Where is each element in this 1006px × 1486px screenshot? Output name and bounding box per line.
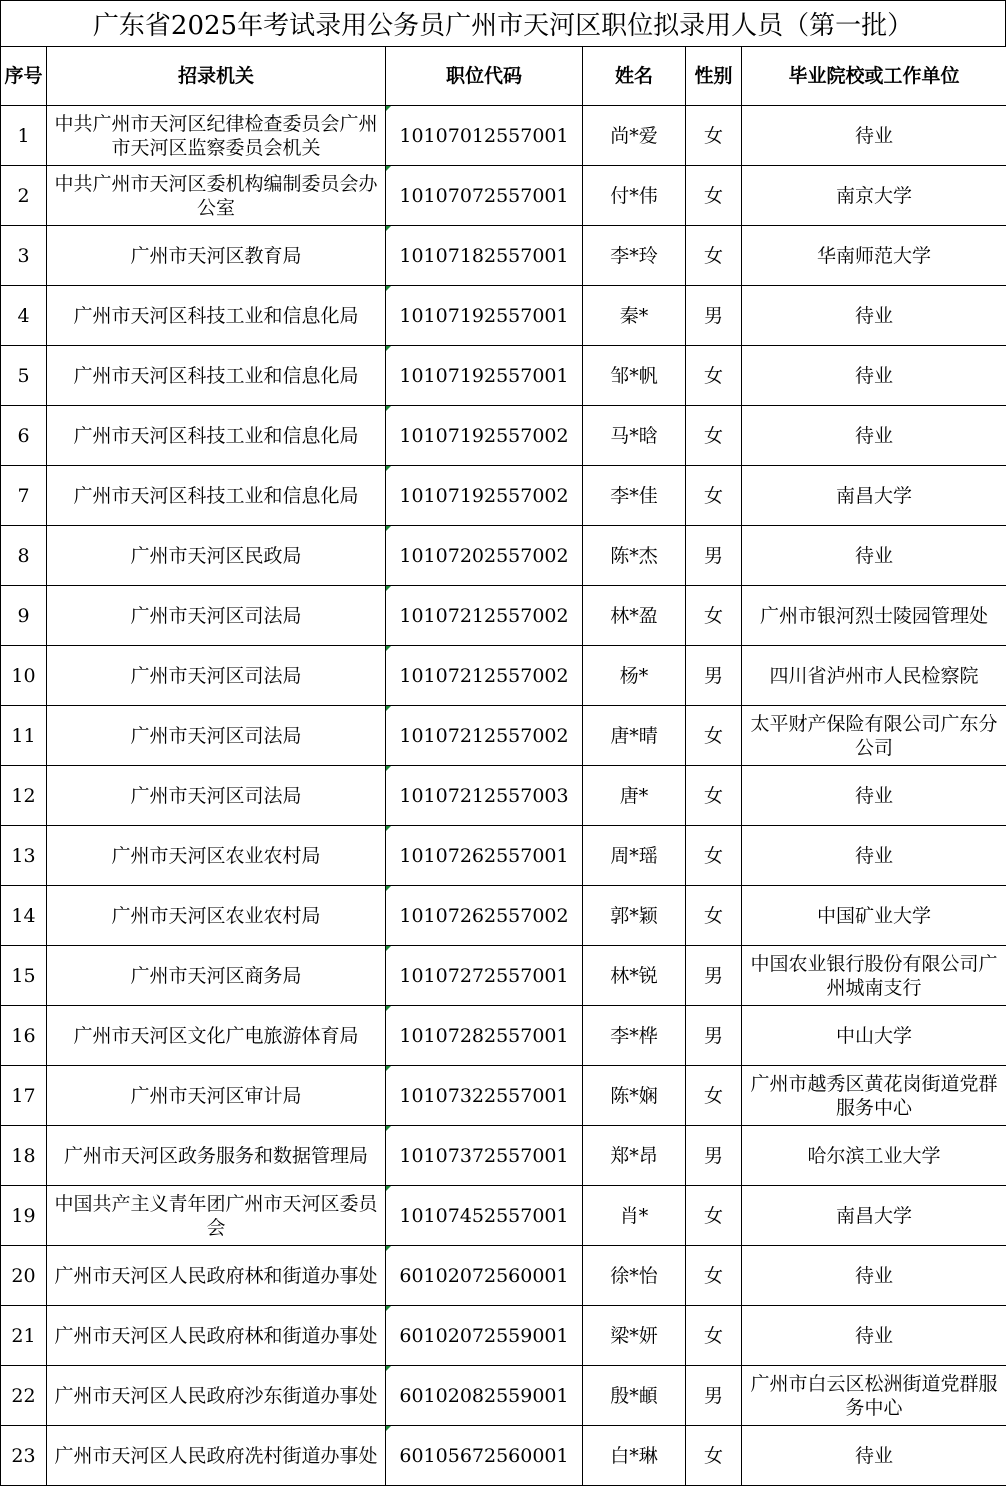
table-row: [1, 406, 1006, 466]
cell-gender: 女: [686, 346, 742, 406]
cell-gender: 男: [686, 946, 742, 1006]
cell-school: 南京大学: [742, 166, 1006, 226]
cell-code: 60102072560001: [386, 1246, 583, 1306]
cell-seq: 19: [1, 1186, 47, 1246]
table-row: [1, 646, 1006, 706]
cell-gender: 男: [686, 286, 742, 346]
cell-school: 华南师范大学: [742, 226, 1006, 286]
cell-seq: 21: [1, 1306, 47, 1366]
cell-school: 四川省泸州市人民检察院: [742, 646, 1006, 706]
header-org: 招录机关: [47, 47, 386, 106]
cell-seq: 16: [1, 1006, 47, 1066]
cell-gender: 女: [686, 586, 742, 646]
cell-name: 郭*颖: [583, 886, 686, 946]
cell-school: 南昌大学: [742, 1186, 1006, 1246]
cell-gender: 女: [686, 886, 742, 946]
cell-org: 广州市天河区商务局: [47, 946, 386, 1006]
cell-seq: 2: [1, 166, 47, 226]
cell-seq: 1: [1, 106, 47, 166]
cell-school: 待业: [742, 346, 1006, 406]
cell-seq: 9: [1, 586, 47, 646]
cell-code: 10107262557001: [386, 826, 583, 886]
cell-seq: 23: [1, 1426, 47, 1486]
table-row: [1, 286, 1006, 346]
cell-code: 60102082559001: [386, 1366, 583, 1426]
cell-code: 10107192557002: [386, 466, 583, 526]
table-row: [1, 1006, 1006, 1066]
cell-gender: 女: [686, 706, 742, 766]
table-row: [1, 1246, 1006, 1306]
cell-org: 广州市天河区审计局: [47, 1066, 386, 1126]
cell-code: 10107192557001: [386, 346, 583, 406]
cell-code: 10107012557001: [386, 106, 583, 166]
cell-gender: 女: [686, 106, 742, 166]
cell-school: 待业: [742, 826, 1006, 886]
page-title: 广东省2025年考试录用公务员广州市天河区职位拟录用人员（第一批）: [0, 0, 1006, 46]
table-row: [1, 526, 1006, 586]
cell-school: 待业: [742, 1306, 1006, 1366]
table-row: [1, 706, 1006, 766]
cell-org: 广州市天河区司法局: [47, 586, 386, 646]
cell-code: 10107192557002: [386, 406, 583, 466]
table-row: [1, 886, 1006, 946]
cell-school: 广州市越秀区黄花岗街道党群服务中心: [742, 1066, 1006, 1126]
cell-name: 梁*妍: [583, 1306, 686, 1366]
cell-name: 李*玲: [583, 226, 686, 286]
header-name: 姓名: [583, 47, 686, 106]
cell-code: 60102072559001: [386, 1306, 583, 1366]
cell-school: 待业: [742, 1246, 1006, 1306]
cell-org: 广州市天河区科技工业和信息化局: [47, 466, 386, 526]
header-code: 职位代码: [386, 47, 583, 106]
cell-name: 邹*帆: [583, 346, 686, 406]
cell-school: 待业: [742, 526, 1006, 586]
cell-code: 10107072557001: [386, 166, 583, 226]
cell-org: 广州市天河区科技工业和信息化局: [47, 346, 386, 406]
cell-code: 10107262557002: [386, 886, 583, 946]
cell-code: 10107282557001: [386, 1006, 583, 1066]
table-row: [1, 1066, 1006, 1126]
cell-org: 中共广州市天河区纪律检查委员会广州市天河区监察委员会机关: [47, 106, 386, 166]
cell-seq: 22: [1, 1366, 47, 1426]
cell-gender: 女: [686, 766, 742, 826]
table-row: [1, 226, 1006, 286]
header-gender: 性别: [686, 47, 742, 106]
cell-org: 广州市天河区司法局: [47, 706, 386, 766]
cell-org: 广州市天河区人民政府冼村街道办事处: [47, 1426, 386, 1486]
cell-seq: 7: [1, 466, 47, 526]
cell-seq: 10: [1, 646, 47, 706]
cell-name: 李*佳: [583, 466, 686, 526]
cell-code: 10107212557002: [386, 586, 583, 646]
cell-org: 广州市天河区科技工业和信息化局: [47, 406, 386, 466]
cell-code: 10107182557001: [386, 226, 583, 286]
cell-org: 广州市天河区人民政府林和街道办事处: [47, 1246, 386, 1306]
table-row: [1, 1426, 1006, 1486]
cell-name: 杨*: [583, 646, 686, 706]
cell-school: 中山大学: [742, 1006, 1006, 1066]
cell-name: 尚*爱: [583, 106, 686, 166]
cell-school: 广州市银河烈士陵园管理处: [742, 586, 1006, 646]
cell-code: 10107192557001: [386, 286, 583, 346]
recruitment-table: [0, 46, 1006, 1486]
cell-name: 郑*昂: [583, 1126, 686, 1186]
cell-seq: 11: [1, 706, 47, 766]
cell-org: 广州市天河区文化广电旅游体育局: [47, 1006, 386, 1066]
cell-school: 中国农业银行股份有限公司广州城南支行: [742, 946, 1006, 1006]
cell-code: 10107452557001: [386, 1186, 583, 1246]
cell-gender: 女: [686, 1426, 742, 1486]
cell-gender: 女: [686, 466, 742, 526]
cell-name: 肖*: [583, 1186, 686, 1246]
cell-name: 殷*頔: [583, 1366, 686, 1426]
table-row: [1, 946, 1006, 1006]
cell-code: 10107322557001: [386, 1066, 583, 1126]
cell-seq: 4: [1, 286, 47, 346]
cell-seq: 5: [1, 346, 47, 406]
cell-gender: 女: [686, 1246, 742, 1306]
cell-org: 广州市天河区农业农村局: [47, 886, 386, 946]
cell-school: 待业: [742, 1426, 1006, 1486]
cell-gender: 男: [686, 1366, 742, 1426]
cell-gender: 男: [686, 526, 742, 586]
table-row: [1, 106, 1006, 166]
cell-school: 太平财产保险有限公司广东分公司: [742, 706, 1006, 766]
cell-org: 广州市天河区教育局: [47, 226, 386, 286]
cell-gender: 女: [686, 406, 742, 466]
cell-gender: 女: [686, 166, 742, 226]
cell-gender: 男: [686, 646, 742, 706]
cell-org: 广州市天河区司法局: [47, 646, 386, 706]
cell-name: 马*晗: [583, 406, 686, 466]
cell-org: 广州市天河区农业农村局: [47, 826, 386, 886]
header-school: 毕业院校或工作单位: [742, 47, 1006, 106]
cell-gender: 女: [686, 1066, 742, 1126]
cell-school: 待业: [742, 766, 1006, 826]
cell-org: 中国共产主义青年团广州市天河区委员会: [47, 1186, 386, 1246]
cell-gender: 男: [686, 1006, 742, 1066]
cell-school: 待业: [742, 106, 1006, 166]
cell-seq: 3: [1, 226, 47, 286]
table-header-row: [1, 47, 1006, 106]
cell-org: 广州市天河区民政局: [47, 526, 386, 586]
cell-gender: 男: [686, 1126, 742, 1186]
cell-org: 广州市天河区人民政府林和街道办事处: [47, 1306, 386, 1366]
header-seq: 序号: [1, 47, 47, 106]
cell-name: 周*瑶: [583, 826, 686, 886]
cell-code: 10107212557003: [386, 766, 583, 826]
cell-seq: 15: [1, 946, 47, 1006]
table-row: [1, 826, 1006, 886]
cell-school: 哈尔滨工业大学: [742, 1126, 1006, 1186]
cell-name: 秦*: [583, 286, 686, 346]
cell-org: 广州市天河区科技工业和信息化局: [47, 286, 386, 346]
cell-code: 10107212557002: [386, 646, 583, 706]
cell-name: 徐*怡: [583, 1246, 686, 1306]
cell-org: 广州市天河区政务服务和数据管理局: [47, 1126, 386, 1186]
cell-gender: 女: [686, 1306, 742, 1366]
cell-name: 陈*杰: [583, 526, 686, 586]
cell-org: 中共广州市天河区委机构编制委员会办公室: [47, 166, 386, 226]
cell-seq: 20: [1, 1246, 47, 1306]
cell-name: 林*锐: [583, 946, 686, 1006]
cell-gender: 女: [686, 1186, 742, 1246]
cell-org: 广州市天河区司法局: [47, 766, 386, 826]
cell-school: 中国矿业大学: [742, 886, 1006, 946]
cell-name: 唐*: [583, 766, 686, 826]
table-row: [1, 1126, 1006, 1186]
cell-code: 10107202557002: [386, 526, 583, 586]
cell-seq: 14: [1, 886, 47, 946]
cell-gender: 女: [686, 226, 742, 286]
cell-name: 唐*晴: [583, 706, 686, 766]
cell-seq: 8: [1, 526, 47, 586]
cell-seq: 13: [1, 826, 47, 886]
cell-seq: 12: [1, 766, 47, 826]
cell-school: 待业: [742, 406, 1006, 466]
cell-code: 10107372557001: [386, 1126, 583, 1186]
cell-school: 南昌大学: [742, 466, 1006, 526]
cell-seq: 17: [1, 1066, 47, 1126]
cell-gender: 女: [686, 826, 742, 886]
table-row: [1, 346, 1006, 406]
cell-name: 白*琳: [583, 1426, 686, 1486]
cell-seq: 6: [1, 406, 47, 466]
cell-name: 林*盈: [583, 586, 686, 646]
cell-code: 60105672560001: [386, 1426, 583, 1486]
cell-name: 李*桦: [583, 1006, 686, 1066]
cell-code: 10107212557002: [386, 706, 583, 766]
cell-seq: 18: [1, 1126, 47, 1186]
cell-school: 待业: [742, 286, 1006, 346]
table-row: [1, 1306, 1006, 1366]
cell-school: 广州市白云区松洲街道党群服务中心: [742, 1366, 1006, 1426]
table-row: [1, 1366, 1006, 1426]
table-row: [1, 1186, 1006, 1246]
table-row: [1, 166, 1006, 226]
cell-name: 付*伟: [583, 166, 686, 226]
table-row: [1, 766, 1006, 826]
table-row: [1, 586, 1006, 646]
cell-name: 陈*娴: [583, 1066, 686, 1126]
cell-org: 广州市天河区人民政府沙东街道办事处: [47, 1366, 386, 1426]
table-row: [1, 466, 1006, 526]
cell-code: 10107272557001: [386, 946, 583, 1006]
